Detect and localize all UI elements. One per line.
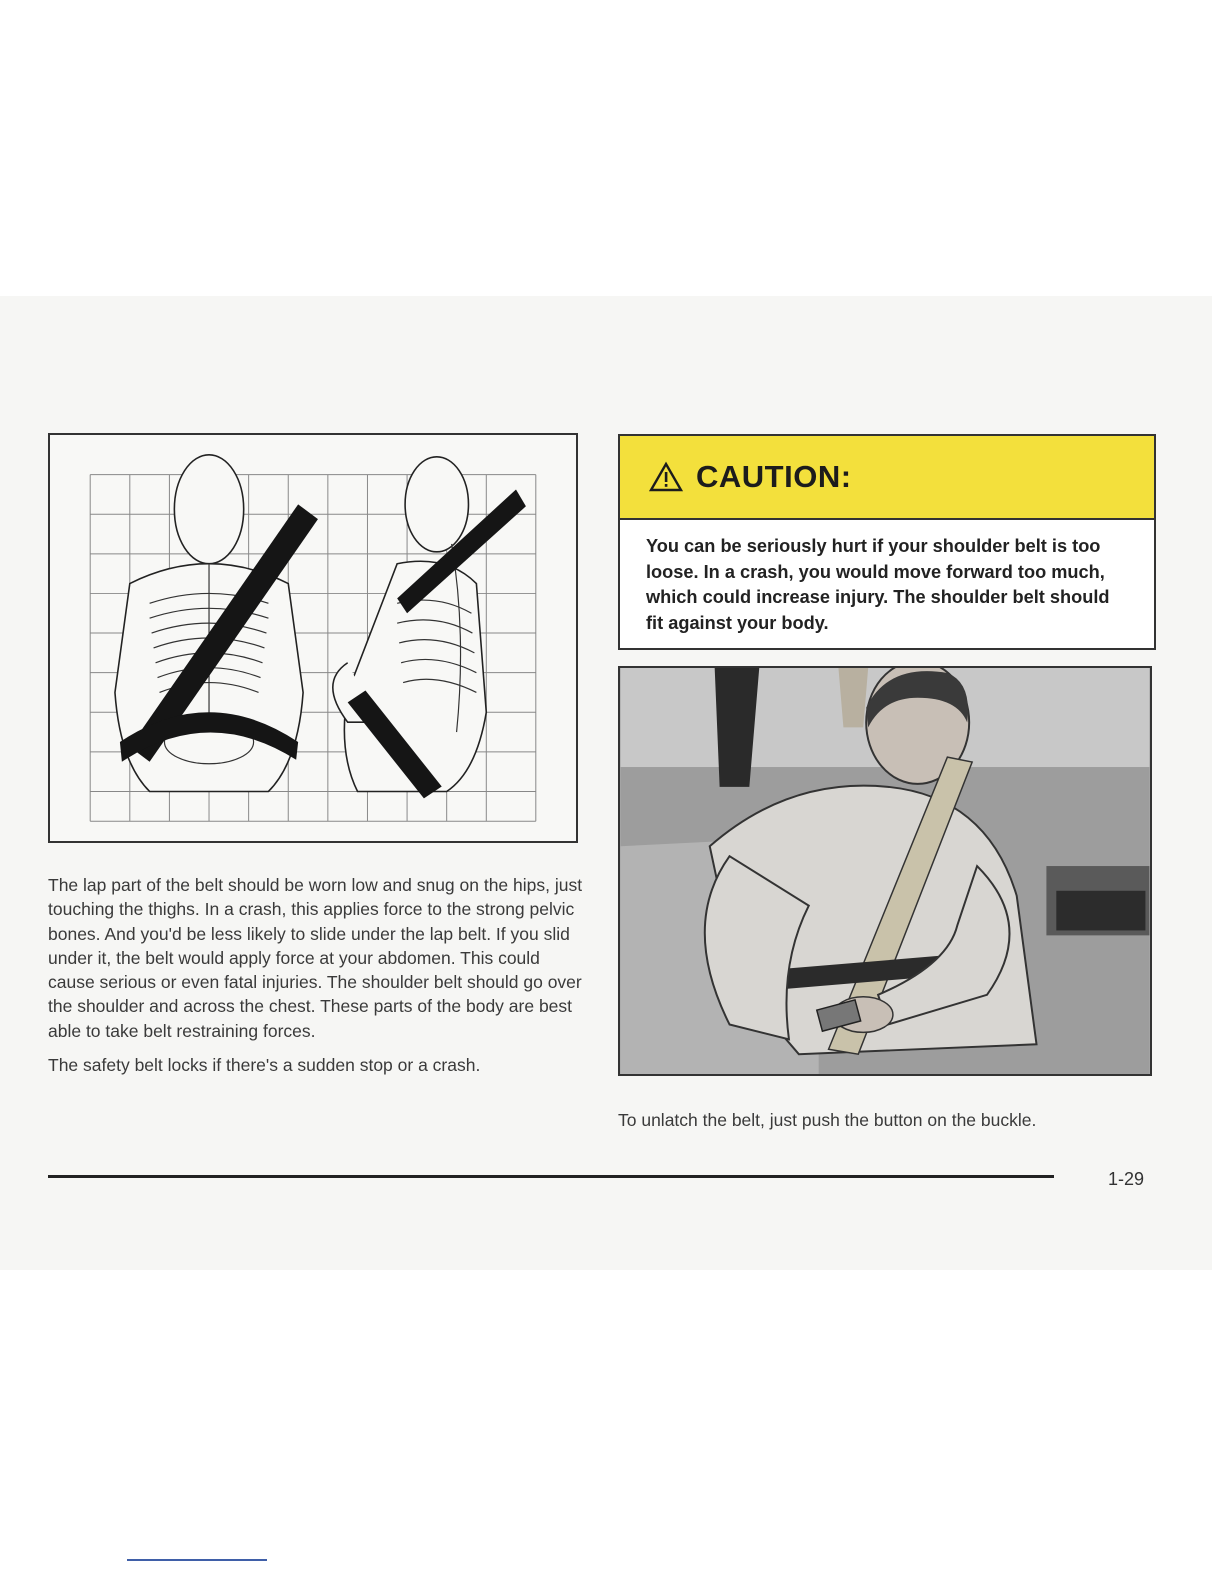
bottom-divider bbox=[127, 1559, 267, 1561]
man-unlatching-belt-illustration bbox=[618, 666, 1152, 1076]
footer-rule bbox=[48, 1175, 1054, 1178]
caution-box bbox=[618, 434, 1156, 650]
caution-body: You can be seriously hurt if your shoulder belt is too loose. In a crash, you would move forward too much, which could increase injury. The shoulder belt should fit against your body. bbox=[646, 536, 1110, 633]
lap-belt-paragraph: The lap part of the belt should be worn low and snug on the hips, just touching the thighs. In a crash, this applies force to the strong pelvic bones. And you'd be less likely to slide under the lap belt. If you slid under it, the belt would apply force at your abdomen. This could cause serious or even fatal injuries. The shoulder belt should go over the shoulder and across the chest. These parts of the body are best able to take belt restraining forces. bbox=[48, 875, 583, 1041]
belt-lock-paragraph: The safety belt locks if there's a sudden stop or a crash. bbox=[48, 1055, 481, 1076]
warning-triangle-icon bbox=[648, 461, 684, 493]
skeleton-belt-diagram bbox=[48, 433, 578, 843]
page-number: 1-29 bbox=[1108, 1169, 1145, 1189]
caution-header bbox=[620, 436, 1154, 520]
body-text bbox=[48, 873, 583, 1087]
unlatch-caption: To unlatch the belt, just push the button on the buckle. bbox=[618, 1110, 1037, 1130]
caution-title: CAUTION: bbox=[696, 459, 852, 494]
